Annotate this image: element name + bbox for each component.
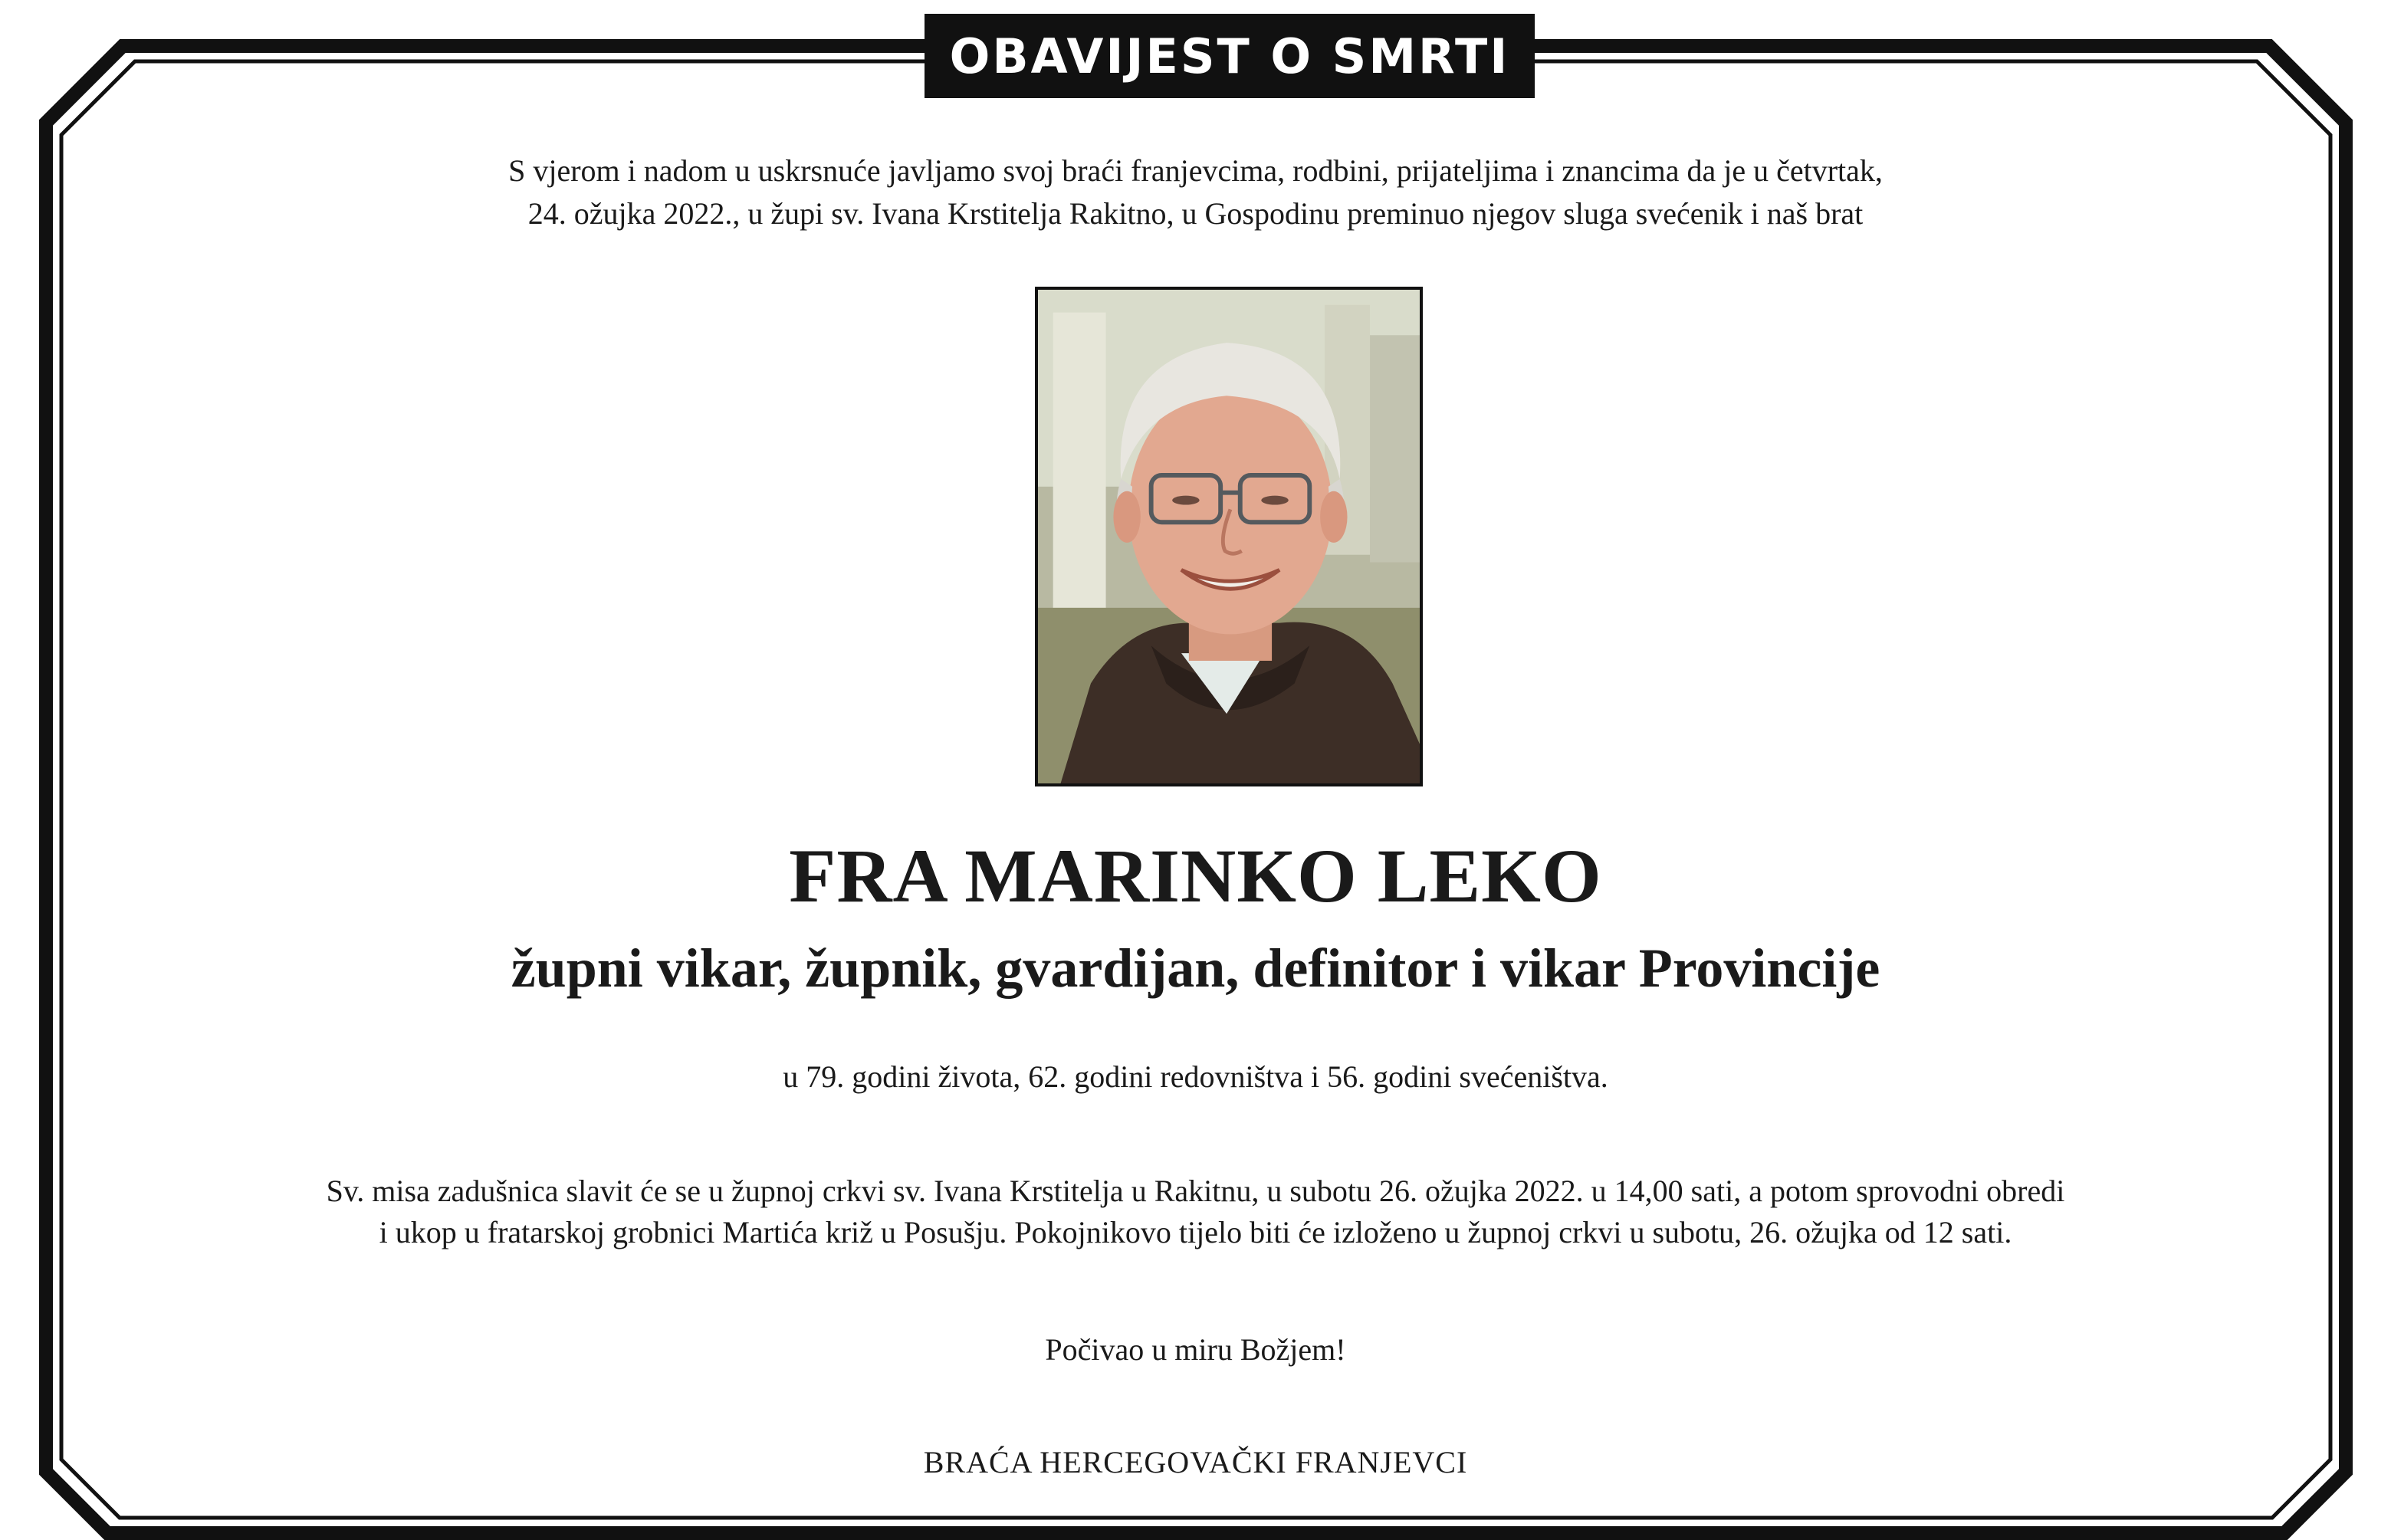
announcement-text [0, 149, 2391, 235]
announcement-line: 24. ožujka 2022., u župi sv. Ivana Krstitelja Rakitno, u Gospodinu preminuo njegov sluga svećenik i naš brat [527, 196, 1864, 231]
age-line: u 79. godini života, 62. godini redovništva i 56. godini svećeništva. [783, 1059, 1608, 1094]
portrait-photo [1035, 287, 1423, 786]
signature: BRAĆA HERCEGOVAČKI FRANJEVCI [923, 1445, 1468, 1479]
rest-in-peace-text: Počivao u miru Božjem! [1045, 1332, 1346, 1367]
funeral-line: i ukop u fratarskoj grobnici Martića križ u Posušju. Pokojnikovo tijelo biti će izloženo u župnoj crkvi u subotu, 26. ožujka od 12 sati. [379, 1215, 2012, 1249]
notice-heading: OBAVIJEST O SMRTI [925, 14, 1535, 98]
deceased-titles: župni vikar, župnik, gvardijan, definitor i vikar Provincije [511, 937, 1880, 999]
funeral-line: Sv. misa zadušnica slavit će se u župnoj crkvi sv. Ivana Krstitelja u Rakitnu, u subotu 26. ožujka 2022. u 14,00 sati, a potom sprovodni obredi [326, 1174, 2065, 1208]
announcement-line: S vjerom i nadom u uskrsnuće javljamo svoj braći franjevcima, rodbini, prijateljima i znancima da je u četvrtak, [508, 153, 1883, 188]
deceased-name: FRA MARINKO LEKO [789, 833, 1602, 918]
funeral-details [0, 1171, 2391, 1253]
